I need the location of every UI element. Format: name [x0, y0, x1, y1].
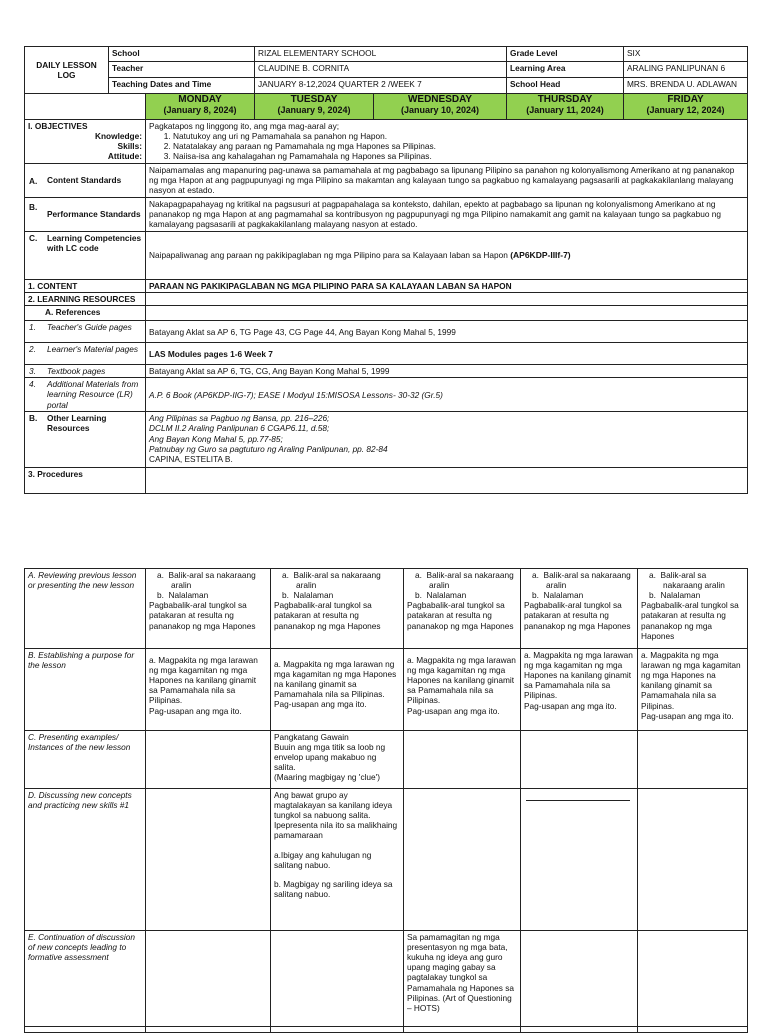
- proc-b-text: a. Magpakita ng mga larawan ng mga kagamitan ng mga Hapones na kanilang ginamit sa Pamamahala nila sa Pilipinas.: [641, 650, 741, 711]
- proc-a-item-a: a. Balik-aral sa nakaraang aralin: [532, 570, 631, 591]
- proc-b-label: B. Establishing a purpose for the lesson: [25, 649, 146, 731]
- tb-value: Batayang Aklat sa AP 6, TG, CG, Ang Bayan Kong Mahal 5, 1999: [146, 365, 748, 378]
- proc-a-item-b: b. Nalalaman: [415, 590, 467, 601]
- proc-b-text: a. Magpakita ng mga larawan ng mga kagamitan ng mga Hapones na kanilang ginamit sa Pamamahala nila sa Pilipinas.: [524, 650, 633, 701]
- proc-a-item-a: a. Balik-aral sa nakaraang aralin: [415, 570, 514, 591]
- teacher-value: CLAUDINE B. CORNITA: [255, 62, 507, 78]
- proc-a-text: Pagbabalik-aral tungkol sa patakaran at resulta ng pananakop ng mga Hapones: [407, 600, 514, 631]
- content-text: PARAAN NG PAKIKIPAGLABAN NG MGA PILIPINO PARA SA KALAYAAN LABAN SA HAPON: [146, 280, 748, 293]
- proc-a-text: Pagbabalik-aral tungkol sa patakaran at resulta ng pananakop ng mga Hapones: [524, 600, 631, 631]
- other-value: [146, 412, 748, 468]
- resources-label: 2. LEARNING RESOURCES: [25, 293, 146, 306]
- content-label: 1. CONTENT: [25, 280, 146, 293]
- proc-b-text2: Pag-usapan ang mga ito.: [407, 705, 500, 716]
- competencies-num: C.: [29, 233, 38, 243]
- proc-e-label: E. Continuation of discussion of new concepts leading to formative assessment: [25, 931, 146, 1027]
- proc-b-text: a. Magpakita ng mga larawan ng mga kagamitan ng mga Hapones na kanilang ginamit sa Pamamahala nila sa Pilipinas.: [149, 655, 258, 706]
- competencies-label: Learning Competencies with LC code: [47, 233, 142, 254]
- proc-d-a: a.Ibigay ang kahulugan ng salitang nabuo.: [274, 849, 372, 870]
- other-num: B.: [29, 413, 38, 424]
- proc-b-wednesday: [404, 649, 521, 731]
- proc-c-note: (Maaring magbigay ng 'clue'): [274, 772, 381, 783]
- proc-b-text2: Pag-usapan ang mga ito.: [149, 705, 242, 716]
- lesson-log-table: [24, 46, 748, 494]
- proc-f-monday: [146, 1027, 271, 1033]
- objectives-intro: Pagkatapos ng linggong ito, ang mga mag-aaral ay;: [149, 121, 340, 131]
- proc-d-friday: [638, 789, 748, 931]
- lm-value: LAS Modules pages 1-6 Week 7: [146, 343, 748, 365]
- proc-b-text2: Pag-usapan ang mga ito.: [641, 710, 734, 721]
- lm-num: 2.: [29, 344, 36, 355]
- attitude-label: Attitude:: [107, 151, 142, 162]
- area-value: ARALING PANLIPUNAN 6: [624, 62, 748, 78]
- am-label-cell: [25, 378, 146, 412]
- proc-a-item-a: a. Balik-aral sa nakaraang aralin: [282, 570, 381, 591]
- am-value: A.P. 6 Book (AP6KDP-IIG-7); EASE I Modyul 15:MISOSA Lessons- 30-32 (Gr.5): [146, 378, 748, 412]
- competencies-label-cell: [25, 232, 146, 280]
- proc-a-wednesday: [404, 569, 521, 649]
- performance-standards-text: Nakapagpapahayag ng kritikal na pagsusuri at pagpapahalaga sa konteksto, dahilan, epekto at pagbabago sa lipunan ng kolonyalismong Amerikano at ng pananakop ng mga Hapon at ang pagmamahal sa kontribusyon ng pagpupunyagi ng mga Pilipino namakamit ang gamit na kalayaan tungo sa pagkabuo ng kamalayang pagsasarili at pagkakakilanlang malayang nasyon at estado.: [146, 198, 748, 232]
- day-header-blank: [25, 94, 146, 120]
- tg-label: Teacher's Guide pages: [47, 322, 132, 333]
- other-line: DCLM II.2 Araling Panlipunan 6 CGAP6.11, d.58;: [149, 423, 330, 434]
- proc-d-tuesday: [271, 789, 404, 931]
- tg-label-cell: [25, 321, 146, 343]
- proc-c-label: C. Presenting examples/ Instances of the new lesson: [25, 731, 146, 789]
- proc-f-wednesday: [404, 1027, 521, 1033]
- procedures-label: 3. Procedures: [25, 468, 146, 494]
- content-standards-label-cell: [25, 164, 146, 198]
- proc-a-friday: [638, 569, 748, 649]
- skills-label: Skills:: [117, 141, 142, 152]
- performance-standards-num: B.: [29, 202, 38, 212]
- proc-a-thursday: [521, 569, 638, 649]
- proc-c-text: Buuin ang mga titik sa loob ng envelop upang makabuo ng salita.: [274, 742, 386, 773]
- proc-a-item-b: b. Nalalaman: [157, 590, 209, 601]
- tb-label: Textbook pages: [47, 366, 106, 377]
- objectives-list: [149, 131, 744, 161]
- proc-a-item-a: a. Balik-aral sa nakaraang aralin: [649, 570, 725, 591]
- objective-item: 1. Natutukoy ang uri ng Pamamahala sa panahon ng Hapon.: [173, 131, 744, 141]
- proc-e-monday: [146, 931, 271, 1027]
- proc-a-item-b: b. Nalalaman: [532, 590, 584, 601]
- performance-standards-label: Performance Standards: [47, 209, 141, 220]
- tb-label-cell: [25, 365, 146, 378]
- proc-a-text: Pagbabalik-aral tungkol sa patakaran at resulta ng pananakop ng mga Hapones: [641, 600, 739, 641]
- proc-f-tuesday: [271, 1027, 404, 1033]
- proc-d-thursday: [521, 789, 638, 931]
- proc-a-monday: [146, 569, 271, 649]
- proc-c-title: Pangkatang Gawain: [274, 732, 349, 742]
- other-label-cell: [25, 412, 146, 468]
- objective-item: 2. Natatalakay ang paraan ng Pamamahala ng mga Hapones sa Pilipinas.: [173, 141, 744, 151]
- proc-a-item-b: b. Nalalaman: [282, 590, 334, 601]
- performance-standards-label-cell: [25, 198, 146, 232]
- competencies-text: Naipapaliwanag ang paraan ng pakikipaglaban ng mga Pilipino para sa Kalayaan laban sa Hapon: [149, 250, 508, 261]
- tb-num: 3.: [29, 366, 36, 377]
- school-label: School: [109, 47, 255, 62]
- other-line: Patnubay ng Guro sa pagtuturo ng Araling Panlipunan, pp. 82-84: [149, 443, 388, 454]
- day-thursday: THURSDAY (January 11, 2024): [507, 94, 624, 120]
- other-label: Other Learning Resources: [47, 413, 107, 434]
- competencies-code: (AP6KDP-IIIf-7): [510, 250, 571, 261]
- content-standards-text: Naipamamalas ang mapanuring pag-unawa sa pamamahala at mg pagbabago sa lipunang Pilipino sa panahon ng kolonyalismong Amerikano at ng pananakop ng mga Hapon at ang pagpupunyagi ng mga Pilipino sa makamtan ang kalayaan tungo sa pagkabuo ng kamalayang pagsasarili at pagkakakilanlang malayang nasyon at estado.: [146, 164, 748, 198]
- objectives-label-cell: [25, 120, 146, 164]
- day-friday: FRIDAY (January 12, 2024): [624, 94, 748, 120]
- proc-c-tuesday: [271, 731, 404, 789]
- objectives-text: [146, 120, 748, 164]
- proc-c-wednesday: [404, 731, 521, 789]
- school-value: RIZAL ELEMENTARY SCHOOL: [255, 47, 507, 62]
- other-line: Ang Bayan Kong Mahal 5, pp.77-85;: [149, 433, 283, 444]
- references-blank: [146, 306, 748, 321]
- proc-b-text2: Pag-usapan ang mga ito.: [524, 700, 617, 711]
- day-wednesday: WEDNESDAY (January 10, 2024): [374, 94, 507, 120]
- tg-num: 1.: [29, 322, 36, 333]
- lm-label-cell: [25, 343, 146, 365]
- proc-a-label: A. Reviewing previous lesson or presenting the new lesson: [25, 569, 146, 649]
- knowledge-label: Knowledge:: [94, 131, 142, 142]
- head-value: MRS. BRENDA U. ADLAWAN: [624, 78, 748, 94]
- proc-f-thursday: [521, 1027, 638, 1033]
- competencies-text-cell: [146, 232, 748, 280]
- proc-d-b: b. Magbigay ng sariling ideya sa salitang nabuo.: [274, 878, 393, 899]
- proc-d-label: D. Discussing new concepts and practicing new skills #1: [25, 789, 146, 931]
- teacher-label: Teacher: [109, 62, 255, 78]
- proc-a-item-b: b. Nalalaman: [649, 590, 701, 601]
- content-standards-label: Content Standards: [47, 175, 122, 186]
- proc-b-text: a. Magpakita ng mga larawan ng mga kagamitan ng mga Hapones na kanilang ginamit sa Pamamahala nila sa Pilipinas.: [274, 659, 397, 700]
- procedures-blank: [146, 468, 748, 494]
- proc-d-text: Ang bawat grupo ay magtalakayan sa kanilang ideya tungkol sa nabuong salita. Ipepresenta nila ito sa malikhaing pamamaraan: [274, 790, 398, 841]
- proc-e-thursday: [521, 931, 638, 1027]
- grade-value: SIX: [624, 47, 748, 62]
- proc-a-text: Pagbabalik-aral tungkol sa patakaran at resulta ng pananakop ng mga Hapones: [149, 600, 256, 631]
- proc-b-thursday: [521, 649, 638, 731]
- other-author: CAPINA, ESTELITA B.: [149, 453, 233, 464]
- blank-line: [526, 800, 630, 801]
- proc-a-text: Pagbabalik-aral tungkol sa patakaran at resulta ng pananakop ng mga Hapones: [274, 600, 381, 631]
- proc-b-monday: [146, 649, 271, 731]
- proc-c-thursday: [521, 731, 638, 789]
- references-label: A. References: [25, 306, 146, 321]
- proc-f-friday: [638, 1027, 748, 1033]
- tg-value: Batayang Aklat sa AP 6, TG Page 43, CG Page 44, Ang Bayan Kong Mahal 5, 1999: [146, 321, 748, 343]
- resources-blank: [146, 293, 748, 306]
- head-label: School Head: [507, 78, 624, 94]
- day-tuesday: TUESDAY (January 9, 2024): [255, 94, 374, 120]
- grade-label: Grade Level: [507, 47, 624, 62]
- proc-c-monday: [146, 731, 271, 789]
- proc-e-wednesday: Sa pamamagitan ng mga presentasyon ng mga bata, kukuha ng ideya ang guro upang maging gabay sa pagtalakay tungkol sa Pamamahala ng Hapones sa Pilipinas. (Art of Questioning – HOTS): [404, 931, 521, 1027]
- lm-label: Learner's Material pages: [47, 344, 139, 355]
- proc-d-wednesday: [404, 789, 521, 931]
- am-num: 4.: [29, 379, 36, 390]
- dates-value: JANUARY 8-12,2024 QUARTER 2 /WEEK 7: [255, 78, 507, 94]
- dll-title: DAILY LESSON LOG: [25, 47, 109, 94]
- proc-a-tuesday: [271, 569, 404, 649]
- proc-e-friday: [638, 931, 748, 1027]
- proc-d-monday: [146, 789, 271, 931]
- proc-c-friday: [638, 731, 748, 789]
- content-standards-num: A.: [29, 176, 38, 186]
- other-line: Ang Pilipinas sa Pagbuo ng Bansa, pp. 216–226;: [149, 413, 330, 424]
- proc-b-friday: [638, 649, 748, 731]
- proc-f-label: [25, 1027, 146, 1033]
- day-monday: MONDAY (January 8, 2024): [146, 94, 255, 120]
- area-label: Learning Area: [507, 62, 624, 78]
- am-label: Additional Materials from learning Resource (LR) portal: [47, 379, 139, 410]
- procedures-table: [24, 568, 748, 1033]
- objective-item: 3. Naiisa-isa ang kahalagahan ng Pamamahala ng Hapones sa Pilipinas.: [173, 151, 744, 161]
- proc-a-item-a: a. Balik-aral sa nakaraang aralin: [157, 570, 256, 591]
- dates-label: Teaching Dates and Time: [109, 78, 255, 94]
- proc-b-text: a. Magpakita ng mga larawan ng mga kagamitan ng mga Hapones na kanilang ginamit sa Pamamahala nila sa Pilipinas.: [407, 655, 516, 706]
- proc-e-tuesday: [271, 931, 404, 1027]
- objectives-label: I. OBJECTIVES: [28, 121, 88, 131]
- proc-b-tuesday: [271, 649, 404, 731]
- proc-b-text2: Pag-usapan ang mga ito.: [274, 699, 367, 710]
